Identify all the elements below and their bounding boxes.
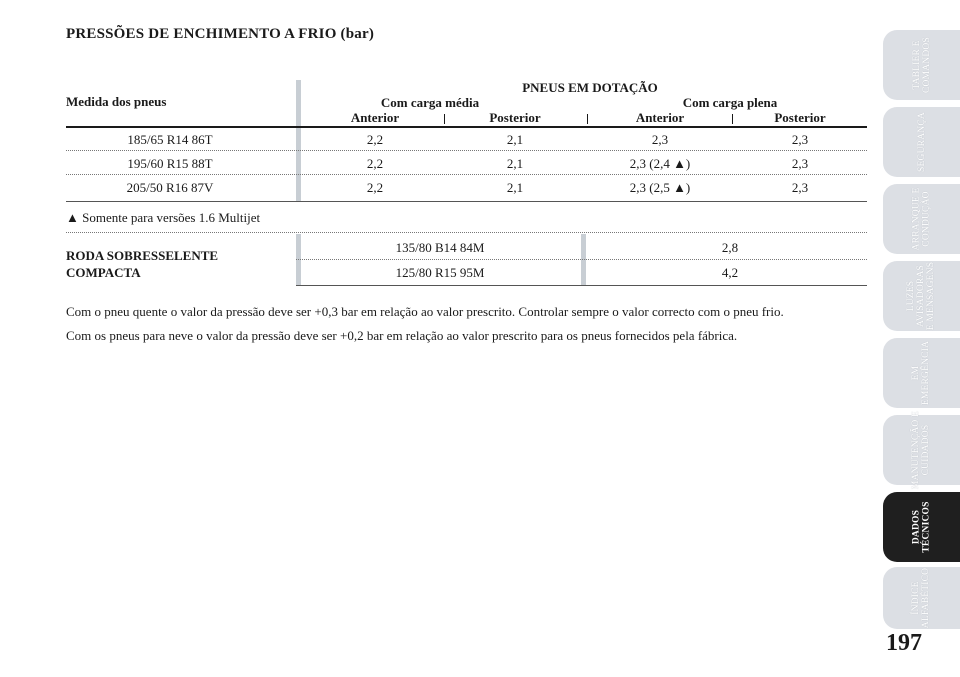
tyres-supplied-header: PNEUS EM DOTAÇÃO (522, 80, 658, 95)
tab-em-emergencia[interactable] (883, 338, 960, 408)
tab-label: ARRANQUE E CONDUÇÃO (911, 187, 932, 251)
full-rear-header: Posterior (774, 110, 826, 125)
medium-front-value: 2,2 (366, 156, 384, 171)
tab-label: ÍNDICE ALFABÉTICO (911, 567, 932, 629)
full-front-value: 2,3 (2,4 ▲) (629, 156, 691, 171)
tab-tablier-comandos[interactable] (883, 30, 960, 100)
row-divider (66, 150, 867, 151)
tab-indice-alfabetico[interactable] (883, 567, 960, 629)
full-rear-value: 2,3 (791, 180, 809, 195)
full-rear-value: 2,3 (791, 156, 809, 171)
tab-label: LUZES AVISADORAS E MENSAGENS (906, 261, 937, 331)
body-separator (296, 128, 301, 201)
note-paragraph: Com os pneus para neve o valor da pressão deve ser +0,2 bar em relação ao valor prescrito para os pneus fornecidos pela fábrica. (66, 328, 738, 343)
tab-label: TABLIER E COMANDOS (911, 37, 932, 93)
medium-rear-value: 2,1 (506, 132, 524, 147)
header-separator (296, 80, 301, 126)
spare-tyre-size: 125/80 R15 95M (395, 265, 485, 280)
full-front-value: 2,3 (651, 132, 669, 147)
tyre-size-header: Medida dos pneus (66, 94, 167, 109)
spare-wheel-label (66, 247, 218, 281)
full-rear-value: 2,3 (791, 132, 809, 147)
spare-bottom-rule (296, 285, 867, 286)
page-title: PRESSÕES DE ENCHIMENTO A FRIO (bar) (66, 26, 375, 42)
medium-front-value: 2,2 (366, 132, 384, 147)
row-divider (296, 259, 867, 260)
medium-front-value: 2,2 (366, 180, 384, 195)
table-bottom-rule (66, 201, 867, 202)
page-number: 197 (886, 630, 922, 656)
tyre-size: 205/50 R16 87V (126, 180, 214, 195)
medium-load-header: Com carga média (380, 95, 480, 110)
note-paragraph: Com o pneu quente o valor da pressão deve ser +0,3 bar em relação ao valor prescrito. Controlar sempre o valor correcto com o pneu frio. (66, 304, 784, 319)
full-front-value: 2,3 (2,5 ▲) (629, 180, 691, 195)
tab-manutencao-cuidados[interactable] (883, 410, 960, 490)
tab-label: MANUTENÇÃO E CUIDADOS (911, 410, 932, 490)
spare-separator-mid (581, 234, 586, 286)
tab-seguranca[interactable] (883, 107, 960, 177)
tab-label: DADOS TÉCNICOS (911, 501, 932, 553)
column-tick (587, 114, 588, 124)
row-divider (66, 174, 867, 175)
medium-rear-value: 2,1 (506, 156, 524, 171)
medium-rear-header: Posterior (489, 110, 541, 125)
spare-tyre-size: 135/80 B14 84M (395, 240, 485, 255)
footnote: ▲ Somente para versões 1.6 Multijet (66, 210, 261, 225)
tab-label: EM EMERGÊNCIA (911, 340, 932, 406)
tab-dados-tecnicos[interactable] (883, 492, 960, 562)
header-rule (66, 126, 867, 128)
spare-pressure: 2,8 (721, 240, 739, 255)
footnote-rule (66, 232, 867, 233)
full-front-header: Anterior (635, 110, 685, 125)
medium-rear-value: 2,1 (506, 180, 524, 195)
tab-label: SEGURANÇA (916, 112, 927, 172)
tab-luzes-avisadoras[interactable] (883, 261, 960, 331)
tab-arranque-conducao[interactable] (883, 184, 960, 254)
column-tick (444, 114, 445, 124)
spare-separator-left (296, 234, 301, 286)
spare-label-line1: RODA SOBRESSELENTE (66, 248, 219, 263)
column-tick (732, 114, 733, 124)
spare-label-line2: COMPACTA (66, 265, 141, 280)
spare-pressure: 4,2 (721, 265, 739, 280)
tyre-size: 185/65 R14 86T (127, 132, 213, 147)
tyre-size: 195/60 R15 88T (127, 156, 213, 171)
full-load-header: Com carga plena (682, 95, 778, 110)
medium-front-header: Anterior (350, 110, 400, 125)
